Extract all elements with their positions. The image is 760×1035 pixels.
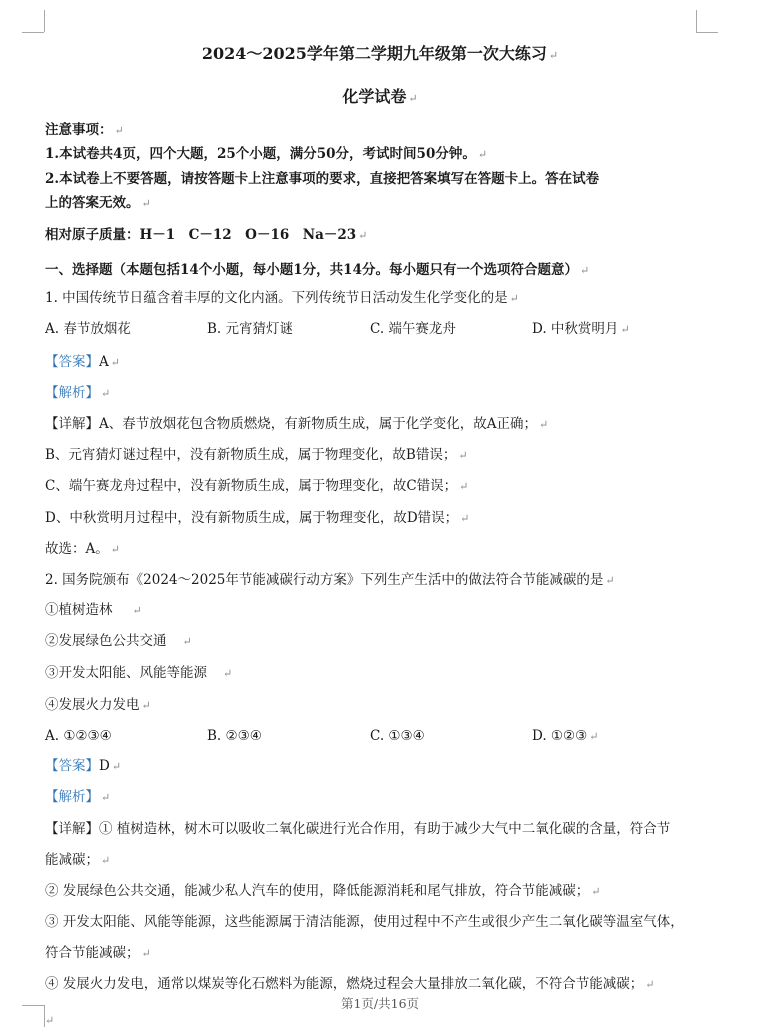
question-1-detail-c: C、端午赛龙舟过程中，没有新物质生成，属于物理变化，故C错误； ↵ xyxy=(45,478,469,494)
question-2-item-1: ①植树造林 ↵ xyxy=(45,602,142,618)
question-1-analysis: 【解析】 ↵ xyxy=(45,385,111,401)
exam-subtitle: 化学试卷 ↵ xyxy=(342,87,418,106)
question-1-answer: 【答案】A ↵ xyxy=(45,354,120,370)
question-2-option-c: C. ①③④ xyxy=(370,728,425,744)
question-1-conclusion: 故选：A。 ↵ xyxy=(45,541,120,557)
question-2-analysis: 【解析】 ↵ xyxy=(45,789,111,805)
notice-heading: 注意事项： ↵ xyxy=(45,122,124,138)
question-2-detail-3-cont: 符合节能减碳； ↵ xyxy=(45,945,151,961)
question-1-detail-d: D、中秋赏明月过程中，没有新物质生成，属于物理变化，故D错误； ↵ xyxy=(45,510,470,526)
crop-mark xyxy=(44,10,45,32)
notice-item-2-cont: 上的答案无效。 ↵ xyxy=(45,195,151,211)
question-2-item-4: ④发展火力发电 ↵ xyxy=(45,697,151,713)
crop-mark xyxy=(696,10,697,32)
paragraph-mark: ↵ xyxy=(45,1014,55,1027)
crop-mark xyxy=(696,32,718,33)
question-1-stem: 1. 中国传统节日蕴含着丰厚的文化内涵。下列传统节日活动发生化学变化的是 ↵ xyxy=(45,290,519,306)
question-2-detail-2: ② 发展绿色公共交通，能减少私人汽车的使用，降低能源消耗和尾气排放，符合节能减碳； ↵ xyxy=(45,883,601,899)
question-1-option-b: B. 元宵猜灯谜 xyxy=(207,321,294,337)
question-2-detail-4: ④ 发展火力发电，通常以煤炭等化石燃料为能源，燃烧过程会大量排放二氧化碳，不符合节能减碳； ↵ xyxy=(45,976,655,992)
question-1-detail-b: B、元宵猜灯谜过程中，没有新物质生成，属于物理变化，故B错误； ↵ xyxy=(45,447,468,463)
question-1-option-d: D. 中秋赏明月 ↵ xyxy=(532,321,630,337)
question-1-detail: 【详解】A、春节放烟花包含物质燃烧，有新物质生成，属于化学变化，故A正确； ↵ xyxy=(45,416,549,432)
question-2-detail-3: ③ 开发太阳能、风能等能源，这些能源属于清洁能源，使用过程中不产生或很少产生二氧化碳等温室气体， xyxy=(45,914,684,930)
question-2-option-d: D. ①②③ ↵ xyxy=(532,728,599,744)
question-2-stem: 2. 国务院颁布《2024～2025年节能减碳行动方案》下列生产生活中的做法符合节能减碳的是 ↵ xyxy=(45,572,615,588)
page-footer: 第1页/共16页 xyxy=(340,996,420,1011)
question-2-option-b: B. ②③④ xyxy=(207,728,262,744)
question-2-detail-cont: 能减碳； ↵ xyxy=(45,852,111,868)
notice-item-2: 2.本试卷上不要答题，请按答题卡上注意事项的要求，直接把答案填写在答题卡上。答在试卷 xyxy=(45,171,600,187)
question-2-answer: 【答案】D ↵ xyxy=(45,758,122,774)
question-2-item-2: ②发展绿色公共交通 ↵ xyxy=(45,633,192,649)
section-heading: 一、选择题（本题包括14个小题，每小题1分，共14分。每小题只有一个选项符合题意） ↵ xyxy=(45,262,590,278)
crop-mark xyxy=(22,32,44,33)
question-1-option-c: C. 端午赛龙舟 xyxy=(370,321,456,337)
question-2-option-a: A. ①②③④ xyxy=(45,728,112,744)
question-2-item-3: ③开发太阳能、风能等能源 ↵ xyxy=(45,665,233,681)
question-2-detail: 【详解】① 植树造林，树木可以吸收二氧化碳进行光合作用，有助于减少大气中二氧化碳的含量，符合节 xyxy=(45,821,671,837)
question-1-option-a: A. 春节放烟花 xyxy=(45,321,131,337)
notice-item-1: 1.本试卷共4页，四个大题，25个小题，满分50分，考试时间50分钟。 ↵ xyxy=(45,146,488,162)
atomic-mass: 相对原子质量：H－1 C－12 O－16 Na－23 ↵ xyxy=(45,227,368,243)
exam-title: 2024～2025学年第二学期九年级第一次大练习 ↵ xyxy=(201,44,559,63)
